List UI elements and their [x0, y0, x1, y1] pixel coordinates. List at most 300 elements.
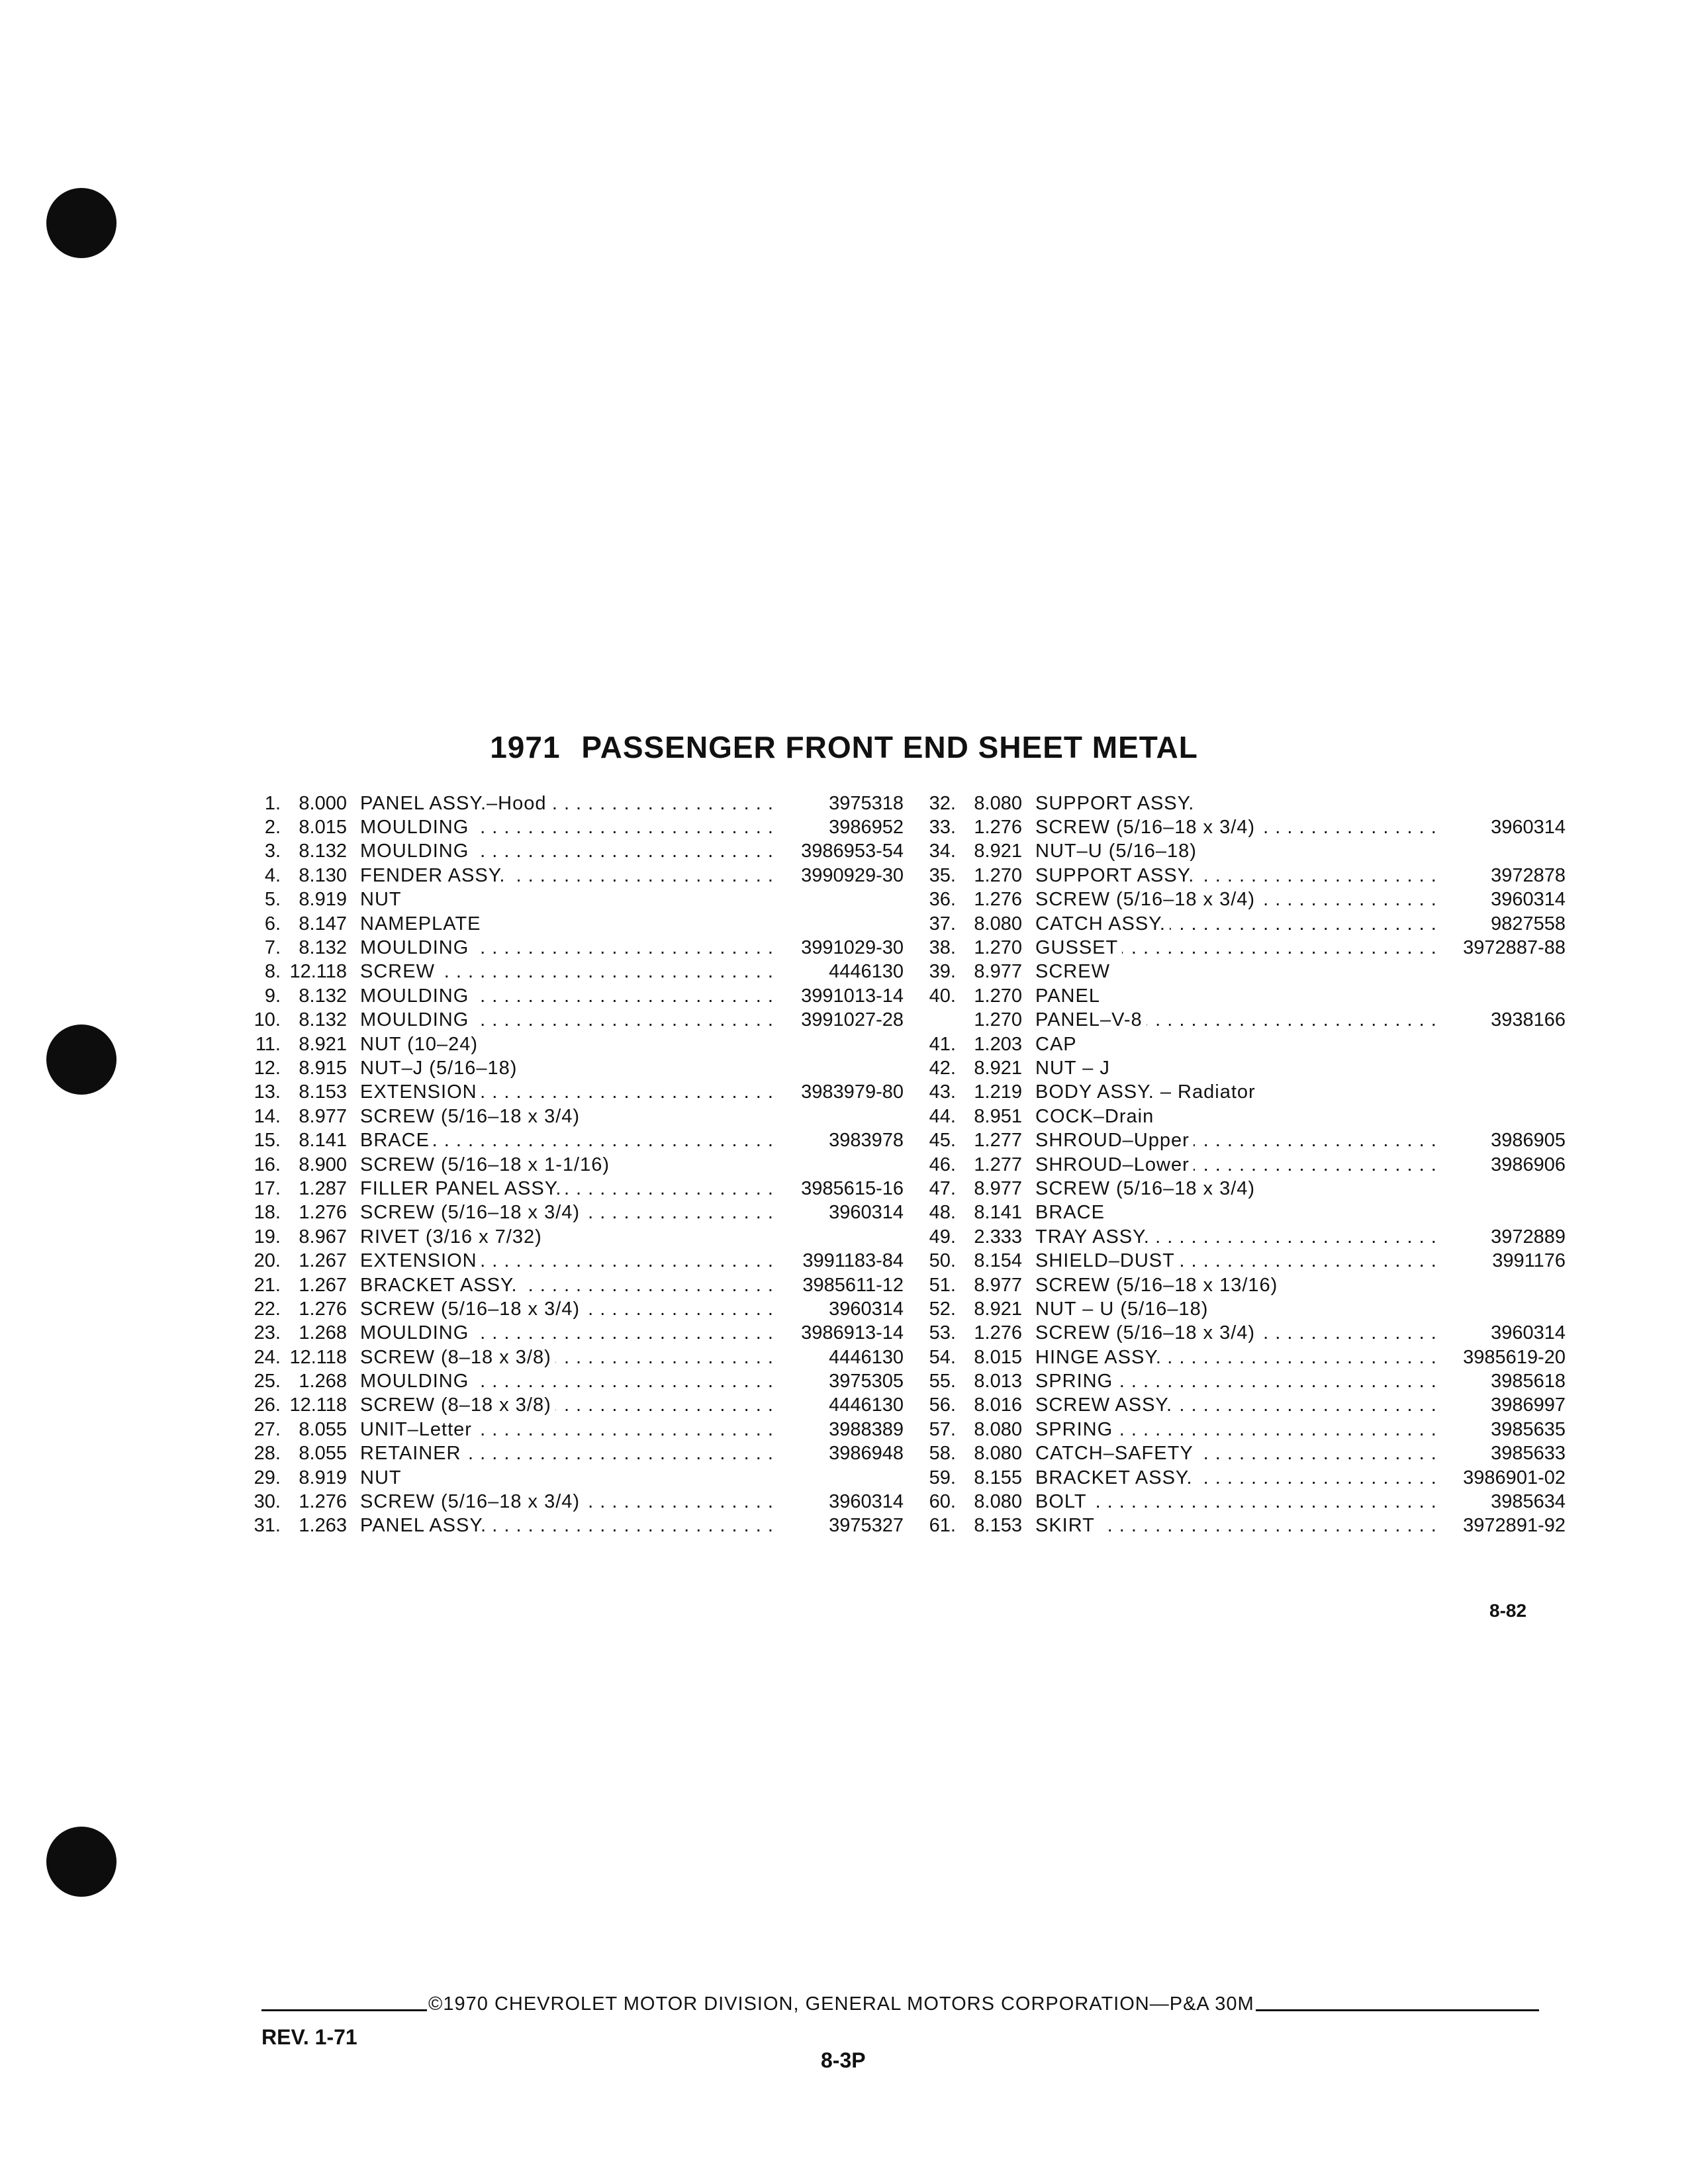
part-number: 4446130: [829, 1346, 904, 1368]
parts-row: [238, 1442, 904, 1466]
parts-row: [914, 840, 1566, 864]
group-code: 1.267: [299, 1250, 347, 1272]
parts-row: [238, 1490, 904, 1514]
part-number: 3991176: [1492, 1250, 1566, 1272]
parts-row: [238, 1056, 904, 1080]
item-number: 56.: [929, 1394, 956, 1416]
parts-row: [914, 1056, 1566, 1080]
parts-row: [238, 792, 904, 815]
part-number: 3991027-28: [801, 1009, 904, 1031]
part-description: NUT (10–24): [360, 1034, 778, 1056]
part-description: SCREW (5/16–18 x 3/4): [360, 1106, 778, 1128]
item-number: 9.: [264, 985, 281, 1007]
group-code: 8.154: [974, 1250, 1022, 1272]
part-description: SCREW (5/16–18 x 3/4) . . .: [1035, 889, 1440, 911]
item-number: 54.: [929, 1346, 956, 1368]
group-code: 1.276: [974, 1322, 1022, 1344]
parts-row: [238, 864, 904, 887]
part-description: SCREW (5/16–18 x 3/4): [1035, 1178, 1440, 1200]
item-number: 21.: [254, 1274, 281, 1296]
part-description: BODY ASSY. – Radiator: [1035, 1081, 1440, 1103]
group-code: 12.118: [289, 1346, 347, 1368]
group-code: 8.080: [974, 792, 1022, 814]
part-description: COCK–Drain: [1035, 1106, 1440, 1128]
item-number: 13.: [254, 1081, 281, 1103]
parts-row: [914, 1177, 1566, 1201]
part-number: 3991013-14: [801, 985, 904, 1007]
parts-row: [914, 1345, 1566, 1369]
parts-row: [914, 1273, 1566, 1297]
part-description: NUT: [360, 1467, 778, 1489]
item-number: 53.: [929, 1322, 956, 1344]
part-number: 3983979-80: [801, 1081, 904, 1103]
group-code: 8.919: [299, 889, 347, 911]
group-code: 8.015: [299, 817, 347, 839]
part-number: 3960314: [1491, 1322, 1566, 1344]
item-number: 10.: [254, 1009, 281, 1031]
parts-row: [914, 960, 1566, 984]
item-number: 6.: [264, 913, 281, 934]
parts-list-right: [914, 792, 1566, 1538]
group-code: 1.276: [299, 1298, 347, 1320]
group-code: 8.015: [974, 1346, 1022, 1368]
parts-row: [238, 936, 904, 960]
group-code: 8.147: [299, 913, 347, 934]
part-description: CAP: [1035, 1034, 1440, 1056]
item-number: 58.: [929, 1443, 956, 1465]
part-description: UNIT–Letter . . .: [360, 1419, 778, 1441]
item-number: 49.: [929, 1226, 956, 1248]
group-code: 8.000: [299, 792, 347, 814]
part-description: SCREW (5/16–18 x 13/16): [1035, 1275, 1440, 1297]
group-code: 8.921: [974, 1298, 1022, 1320]
group-code: 8.141: [974, 1202, 1022, 1224]
part-description: CATCH–SAFETY . . .: [1035, 1443, 1440, 1465]
parts-row: [914, 1009, 1566, 1032]
part-description: SCREW (5/16–18 x 3/4) . . .: [1035, 817, 1440, 839]
group-code: 8.951: [974, 1105, 1022, 1127]
group-code: 1.277: [974, 1130, 1022, 1152]
item-number: 31.: [254, 1515, 281, 1537]
group-code: 12.118: [289, 961, 347, 983]
part-number: 3972887-88: [1463, 937, 1566, 959]
parts-row: [914, 792, 1566, 815]
section-code: 8-82: [1489, 1600, 1527, 1621]
item-number: 48.: [929, 1202, 956, 1224]
parts-row: [238, 1032, 904, 1056]
item-number: 3.: [264, 841, 281, 862]
part-description: SPRING . . .: [1035, 1419, 1440, 1441]
part-number: 3983978: [829, 1130, 904, 1152]
parts-row: [238, 1153, 904, 1177]
item-number: 38.: [929, 937, 956, 959]
part-description: EXTENSION . . .: [360, 1250, 778, 1272]
part-description: MOULDING . . .: [360, 1371, 778, 1392]
part-description: MOULDING . . .: [360, 841, 778, 862]
copyright-text: ©1970 CHEVROLET MOTOR DIVISION, GENERAL MOTORS CORPORATION—P&A 30M: [428, 1993, 1254, 2015]
part-number: 3960314: [829, 1202, 904, 1224]
parts-row: [914, 1297, 1566, 1321]
part-description: MOULDING . . .: [360, 937, 778, 959]
item-number: 8.: [264, 961, 281, 983]
item-number: 57.: [929, 1418, 956, 1440]
part-number: 3986901-02: [1463, 1467, 1566, 1488]
part-number: 3991029-30: [801, 937, 904, 959]
group-code: 1.203: [974, 1033, 1022, 1055]
group-code: 1.263: [299, 1515, 347, 1537]
part-description: MOULDING . . .: [360, 817, 778, 839]
item-number: 45.: [929, 1130, 956, 1152]
binder-hole: [46, 1024, 117, 1095]
parts-row: [914, 1490, 1566, 1514]
item-number: 44.: [929, 1105, 956, 1127]
parts-row: [238, 1009, 904, 1032]
group-code: 8.055: [299, 1418, 347, 1440]
parts-row: [914, 1514, 1566, 1538]
parts-row: [238, 1297, 904, 1321]
part-description: PANEL: [1035, 985, 1440, 1007]
part-number: 3985611-12: [802, 1274, 904, 1296]
part-description: TRAY ASSY. . . .: [1035, 1226, 1440, 1248]
item-number: 34.: [929, 841, 956, 862]
item-number: 33.: [929, 817, 956, 839]
part-description: NUT: [360, 889, 778, 911]
parts-row: [238, 1081, 904, 1105]
group-code: 8.055: [299, 1443, 347, 1465]
part-number: 3991183-84: [802, 1250, 904, 1272]
part-number: 3985634: [1491, 1491, 1566, 1513]
part-number: 4446130: [829, 961, 904, 983]
part-number: 3985615-16: [801, 1177, 904, 1199]
parts-list-left: [238, 792, 904, 1538]
group-code: 8.132: [299, 841, 347, 862]
part-number: 4446130: [829, 1394, 904, 1416]
part-number: 3975327: [829, 1515, 904, 1537]
group-code: 8.080: [974, 1491, 1022, 1513]
part-description: MOULDING . . .: [360, 1009, 778, 1031]
part-description: BRACE: [1035, 1202, 1440, 1224]
group-code: 8.132: [299, 937, 347, 959]
item-number: 5.: [264, 889, 281, 911]
footer-rule: [1256, 2009, 1539, 2011]
item-number: 23.: [254, 1322, 281, 1344]
page-number: 8-3P: [821, 2048, 866, 2072]
parts-row: [238, 1105, 904, 1128]
item-number: 24.: [254, 1346, 281, 1368]
part-description: SCREW: [1035, 961, 1440, 983]
part-number: 3986953-54: [801, 841, 904, 862]
part-description: PANEL ASSY.–Hood . . .: [360, 793, 778, 815]
parts-row: [238, 1514, 904, 1538]
page-title: [0, 729, 1688, 765]
part-description: NAMEPLATE: [360, 913, 778, 935]
parts-row: [238, 912, 904, 936]
part-description: SCREW (5/16–18 x 3/4) . . .: [360, 1202, 778, 1224]
part-description: NUT–J (5/16–18): [360, 1058, 778, 1079]
parts-row: [238, 1225, 904, 1249]
part-description: SHIELD–DUST . . .: [1035, 1250, 1440, 1272]
part-number: 3986913-14: [801, 1322, 904, 1344]
part-number: 3985633: [1491, 1443, 1566, 1465]
group-code: 1.219: [974, 1081, 1022, 1103]
group-code: 1.287: [299, 1177, 347, 1199]
parts-row: [914, 1201, 1566, 1225]
item-number: 20.: [254, 1250, 281, 1272]
part-description: SCREW (5/16–18 x 1-1/16): [360, 1154, 778, 1176]
part-description: HINGE ASSY. . . .: [1035, 1347, 1440, 1369]
item-number: 18.: [254, 1202, 281, 1224]
group-code: 1.276: [299, 1202, 347, 1224]
part-number: 3990929-30: [801, 864, 904, 886]
revision-label: REV. 1-71: [261, 2025, 357, 2049]
parts-row: [914, 1249, 1566, 1273]
item-number: 61.: [929, 1515, 956, 1537]
item-number: 17.: [254, 1177, 281, 1199]
item-number: 32.: [929, 792, 956, 814]
item-number: 37.: [929, 913, 956, 934]
part-number: 3986905: [1491, 1130, 1566, 1152]
parts-row: [238, 1249, 904, 1273]
group-code: 8.919: [299, 1467, 347, 1488]
item-number: 19.: [254, 1226, 281, 1248]
item-number: 26.: [254, 1394, 281, 1416]
parts-row: [238, 1418, 904, 1441]
group-code: 8.141: [299, 1130, 347, 1152]
group-code: 1.276: [974, 889, 1022, 911]
parts-row: [914, 864, 1566, 887]
item-number: 47.: [929, 1177, 956, 1199]
part-description: SUPPORT ASSY. . . .: [1035, 865, 1440, 887]
item-number: 41.: [929, 1033, 956, 1055]
parts-row: [914, 1442, 1566, 1466]
parts-row: [914, 1128, 1566, 1152]
group-code: 8.900: [299, 1154, 347, 1175]
item-number: 12.: [254, 1057, 281, 1079]
parts-row: [914, 815, 1566, 839]
group-code: 1.276: [299, 1491, 347, 1513]
item-number: 11.: [255, 1033, 281, 1055]
parts-row: [914, 1369, 1566, 1393]
part-number: 3986906: [1491, 1154, 1566, 1175]
part-description: GUSSET . . .: [1035, 937, 1440, 959]
parts-row: [914, 1105, 1566, 1128]
part-number: 3972878: [1491, 864, 1566, 886]
parts-row: [914, 1153, 1566, 1177]
part-description: MOULDING . . .: [360, 1322, 778, 1344]
part-description: SPRING . . .: [1035, 1371, 1440, 1392]
item-number: 50.: [929, 1250, 956, 1272]
parts-row: [238, 1369, 904, 1393]
item-number: 2.: [264, 817, 281, 839]
item-number: 15.: [254, 1130, 281, 1152]
part-description: PANEL–V-8 . . .: [1035, 1009, 1440, 1031]
group-code: 12.118: [289, 1394, 347, 1416]
group-code: 8.130: [299, 864, 347, 886]
item-number: 43.: [929, 1081, 956, 1103]
item-number: 30.: [254, 1491, 281, 1513]
part-number: 3986952: [829, 817, 904, 839]
group-code: 8.155: [974, 1467, 1022, 1488]
part-description: SHROUD–Upper . . .: [1035, 1130, 1440, 1152]
part-description: BRACKET ASSY. . . .: [1035, 1467, 1440, 1489]
parts-row: [238, 1128, 904, 1152]
part-number: 3960314: [829, 1491, 904, 1513]
item-number: 60.: [929, 1491, 956, 1513]
item-number: 36.: [929, 889, 956, 911]
part-description: NUT–U (5/16–18): [1035, 841, 1440, 862]
part-description: SCREW (5/16–18 x 3/4) . . .: [360, 1491, 778, 1513]
item-number: 46.: [929, 1154, 956, 1175]
item-number: 39.: [929, 961, 956, 983]
part-number: 3960314: [1491, 817, 1566, 839]
group-code: 1.277: [974, 1154, 1022, 1175]
parts-row: [238, 1177, 904, 1201]
item-number: 40.: [929, 985, 956, 1007]
part-number: 3960314: [829, 1298, 904, 1320]
part-description: FILLER PANEL ASSY. . . .: [360, 1178, 778, 1200]
group-code: 8.132: [299, 1009, 347, 1031]
part-description: SCREW (8–18 x 3/8) . . .: [360, 1347, 778, 1369]
parts-row: [238, 1201, 904, 1225]
group-code: 8.921: [974, 841, 1022, 862]
parts-row: [238, 1466, 904, 1490]
group-code: 8.977: [974, 961, 1022, 983]
part-description: BRACKET ASSY. . . .: [360, 1275, 778, 1297]
group-code: 1.268: [299, 1322, 347, 1344]
item-number: 51.: [929, 1274, 956, 1296]
parts-row: [238, 1273, 904, 1297]
group-code: 8.013: [974, 1371, 1022, 1392]
parts-row: [238, 984, 904, 1008]
part-number: 3938166: [1491, 1009, 1566, 1031]
item-number: 7.: [264, 937, 281, 959]
part-number: 3988389: [829, 1418, 904, 1440]
item-number: 16.: [254, 1154, 281, 1175]
parts-row: [914, 1322, 1566, 1345]
part-description: BOLT . . .: [1035, 1491, 1440, 1513]
group-code: 8.153: [974, 1515, 1022, 1537]
item-number: 25.: [254, 1371, 281, 1392]
group-code: 8.080: [974, 913, 1022, 934]
part-description: BRACE . . .: [360, 1130, 778, 1152]
parts-row: [914, 1081, 1566, 1105]
group-code: 8.921: [299, 1033, 347, 1055]
part-number: 3985619-20: [1463, 1346, 1566, 1368]
part-description: SKIRT . . .: [1035, 1515, 1440, 1537]
part-description: MOULDING . . .: [360, 985, 778, 1007]
title-year: 1971: [490, 730, 561, 764]
part-number: 9827558: [1491, 913, 1566, 934]
group-code: 8.977: [299, 1105, 347, 1127]
group-code: 8.080: [974, 1443, 1022, 1465]
parts-row: [238, 1345, 904, 1369]
binder-hole: [46, 1827, 117, 1897]
item-number: 27.: [254, 1418, 281, 1440]
part-description: SCREW . . .: [360, 961, 778, 983]
item-number: 52.: [929, 1298, 956, 1320]
part-number: 3985635: [1491, 1418, 1566, 1440]
binder-hole: [46, 188, 117, 258]
parts-row: [914, 984, 1566, 1008]
footer-rule: [261, 2009, 427, 2011]
part-description: PANEL ASSY. . . .: [360, 1515, 778, 1537]
item-number: 28.: [254, 1443, 281, 1465]
item-number: 35.: [929, 864, 956, 886]
part-description: SCREW (5/16–18 x 3/4) . . .: [1035, 1322, 1440, 1344]
group-code: 8.132: [299, 985, 347, 1007]
parts-row: [238, 815, 904, 839]
parts-row: [914, 912, 1566, 936]
part-description: CATCH ASSY. . . .: [1035, 913, 1440, 935]
part-description: NUT – U (5/16–18): [1035, 1298, 1440, 1320]
parts-row: [914, 1466, 1566, 1490]
part-description: SHROUD–Lower . . .: [1035, 1154, 1440, 1176]
item-number: 4.: [264, 864, 281, 886]
parts-row: [238, 1394, 904, 1418]
item-number: 22.: [254, 1298, 281, 1320]
parts-row: [914, 888, 1566, 912]
group-code: 2.333: [974, 1226, 1022, 1248]
group-code: 1.276: [974, 817, 1022, 839]
part-description: SUPPORT ASSY.: [1035, 793, 1440, 815]
item-number: 55.: [929, 1371, 956, 1392]
parts-row: [914, 1225, 1566, 1249]
group-code: 8.977: [974, 1177, 1022, 1199]
group-code: 8.153: [299, 1081, 347, 1103]
item-number: 59.: [929, 1467, 956, 1488]
group-code: 8.016: [974, 1394, 1022, 1416]
part-number: 3986997: [1491, 1394, 1566, 1416]
item-number: 29.: [254, 1467, 281, 1488]
part-number: 3985618: [1491, 1371, 1566, 1392]
parts-row: [914, 1394, 1566, 1418]
parts-row: [238, 1322, 904, 1345]
part-number: 3975318: [829, 792, 904, 814]
part-description: SCREW (8–18 x 3/8) . . .: [360, 1394, 778, 1416]
group-code: 1.270: [974, 985, 1022, 1007]
group-code: 8.967: [299, 1226, 347, 1248]
parts-row: [914, 1032, 1566, 1056]
part-description: FENDER ASSY. . . .: [360, 865, 778, 887]
part-description: SCREW (5/16–18 x 3/4) . . .: [360, 1298, 778, 1320]
group-code: 1.270: [974, 1009, 1022, 1031]
item-number: 14.: [254, 1105, 281, 1127]
part-number: 3986948: [829, 1443, 904, 1465]
title-text: PASSENGER FRONT END SHEET METAL: [581, 730, 1198, 764]
group-code: 1.270: [974, 937, 1022, 959]
part-description: EXTENSION . . .: [360, 1081, 778, 1103]
parts-row: [914, 1418, 1566, 1441]
part-description: RIVET (3/16 x 7/32): [360, 1226, 778, 1248]
parts-row: [238, 840, 904, 864]
group-code: 1.267: [299, 1274, 347, 1296]
footer: [261, 1993, 1539, 2015]
part-description: SCREW ASSY. . . .: [1035, 1394, 1440, 1416]
part-description: RETAINER . . .: [360, 1443, 778, 1465]
part-number: 3972889: [1491, 1226, 1566, 1248]
part-number: 3960314: [1491, 889, 1566, 911]
part-description: NUT – J: [1035, 1058, 1440, 1079]
group-code: 1.270: [974, 864, 1022, 886]
parts-row: [238, 888, 904, 912]
item-number: 1.: [264, 792, 281, 814]
group-code: 8.921: [974, 1057, 1022, 1079]
part-number: 3975305: [829, 1371, 904, 1392]
group-code: 8.915: [299, 1057, 347, 1079]
group-code: 1.268: [299, 1371, 347, 1392]
group-code: 8.977: [974, 1274, 1022, 1296]
group-code: 8.080: [974, 1418, 1022, 1440]
